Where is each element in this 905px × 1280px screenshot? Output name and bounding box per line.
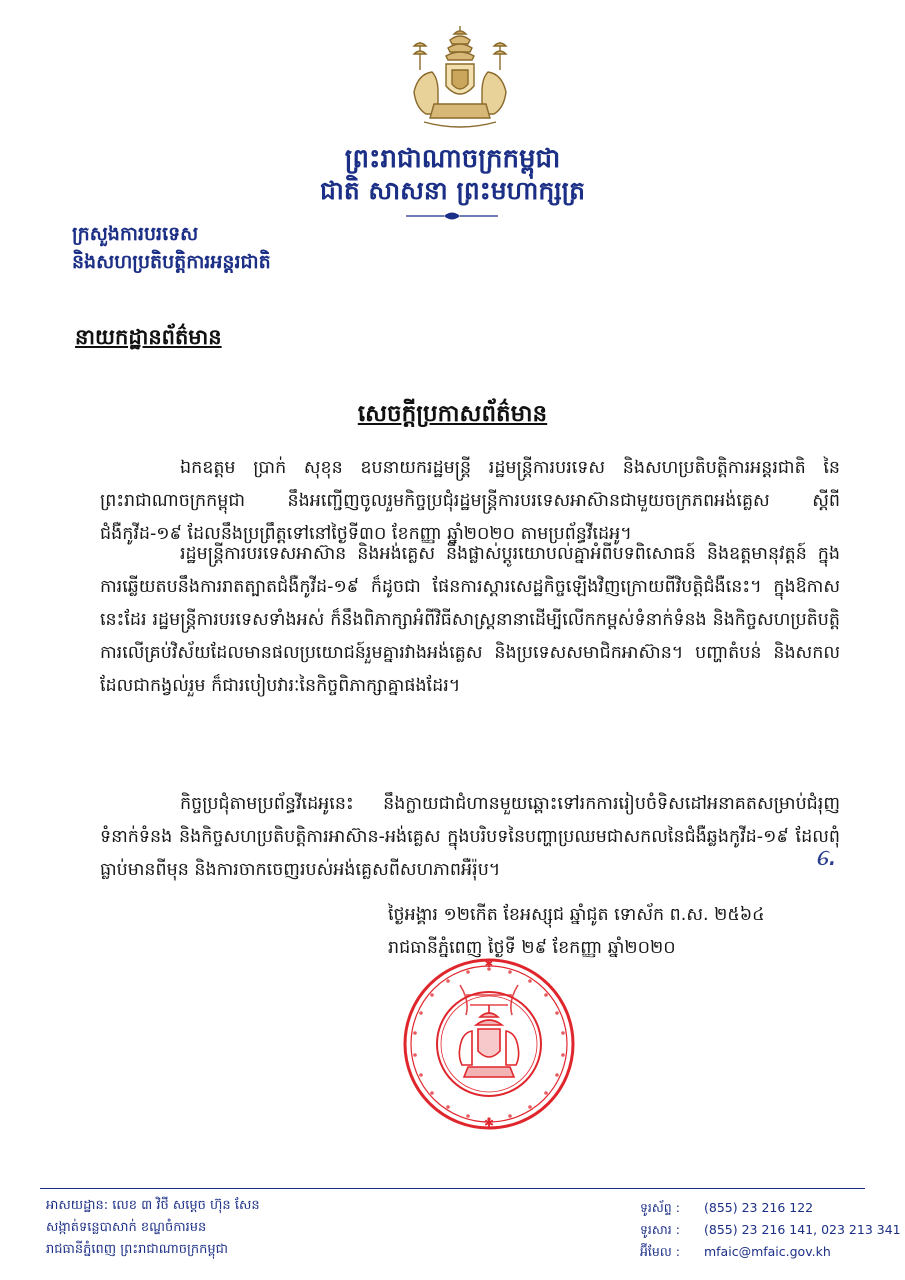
- footer-divider: [40, 1188, 865, 1189]
- paragraph-2: រដ្ឋមន្ត្រីការបរទេសអាស៊ាន និងអង់គ្លេស នឹងផ្លាស់ប្តូរយោបល់គ្នាអំពីបទពិសោធន៍ និងឧត្តមានុវត្តន៍ ក្នុងការឆ្លើយតបនឹងការរាតត្បាតជំងឺកូវីដ-១៩ ក៏ដូចជា ផែនការស្តារសេដ្ឋកិច្ចឡើងវិញក្រោយពីវិបត្តិជំងឺនេះ។ ក្នុងឱកាសនេះដែរ រដ្ឋមន្ត្រីការបរទេសទាំងអស់ ក៏នឹងពិភាក្សាអំពីវិធីសាស្ត្រនានាដើម្បីលើកកម្ពស់ទំនាក់ទំនង និងកិច្ចសហប្រតិបត្តិការលើគ្រប់វិស័យដែលមានផលប្រយោជន៍រួមគ្នារវាងអង់គ្លេស និងប្រទេសសមាជិកអាស៊ាន។ បញ្ហាតំបន់ និងសកល ដែលជាកង្វល់រួម ក៏ជារបៀបវារៈនៃកិច្ចពិភាក្សាគ្នាផងដែរ។: [100, 544, 840, 696]
- email-row: [640, 1241, 901, 1263]
- document-title: សេចក្តីប្រកាសព័ត៌មាន: [357, 401, 548, 427]
- ministry-name-line2: និងសហប្រតិបត្តិការអន្តរជាតិ: [72, 251, 271, 273]
- fax-label: ទូរសារ :: [640, 1222, 680, 1237]
- svg-text:✱: ✱: [484, 959, 494, 970]
- fax-number: (855) 23 216 141, 023 213 341: [703, 1222, 901, 1237]
- issue-date: រាជធានីភ្នំពេញ ថ្ងៃទី ២៩ ខែកញ្ញា ឆ្នាំ២០២០: [388, 938, 676, 958]
- address-line: សង្កាត់ទន្លេបាសាក់ ខណ្ឌចំការមន: [46, 1220, 207, 1235]
- department-name: នាយកដ្ឋានព័ត៌មាន: [75, 325, 222, 349]
- email-label: អ៊ីមែល :: [640, 1244, 680, 1259]
- email-link[interactable]: mfaic@mfaic.gov.kh: [703, 1244, 831, 1259]
- royal-emblem-icon: [404, 22, 516, 132]
- paragraph-3: កិច្ចប្រជុំតាមប្រព័ន្ធវីដេអូនេះ នឹងក្លាយជាជំហានមួយឆ្ពោះទៅរកការរៀបចំទិសដៅអនាគតសម្រាប់ជំរុញទំនាក់ទំនង និងកិច្ចសហប្រតិបត្តិការអាស៊ាន-អង់គ្លេស ក្នុងបរិបទនៃបញ្ហាប្រឈមជាសកលនៃជំងឺឆ្លងកូវីដ-១៩ ដែលពុំធ្លាប់មានពីមុន និងការចាកចេញរបស់អង់គ្លេសពីសហភាពអឺរ៉ុប។: [100, 794, 840, 880]
- lunar-date: ថ្ងៃអង្គារ ១២កើត ខែអស្សុជ ឆ្នាំជូត ទោស័ក ព.ស. ២៥៦៤: [388, 905, 765, 925]
- fax-row: [640, 1219, 901, 1241]
- official-seal-icon: [400, 955, 578, 1133]
- footer-address: [46, 1195, 260, 1261]
- svg-text:✱: ✱: [483, 1116, 495, 1130]
- divider-ornament-icon: [404, 210, 500, 222]
- phone-label: ទូរស័ព្ទ :: [640, 1200, 680, 1215]
- ministry-name: ក្រសួងការបរទេស: [72, 223, 199, 245]
- address-line: អាសយដ្ឋាន: លេខ ៣ វិថី សម្តេច ហ៊ុន សែន: [46, 1198, 260, 1213]
- phone-row: [640, 1197, 901, 1219]
- handwritten-initial: ᧈ.: [815, 838, 838, 873]
- national-motto: ជាតិ សាសនា ព្រះមហាក្សត្រ: [320, 176, 585, 205]
- paragraph-1: ឯកឧត្តម ប្រាក់ សុខុន ឧបនាយករដ្ឋមន្ត្រី រដ្ឋមន្ត្រីការបរទេស និងសហប្រតិបត្តិការអន្តរជាតិ នៃព្រះរាជាណាចក្រកម្ពុជា នឹងអញ្ជើញចូលរួមកិច្ចប្រជុំរដ្ឋមន្ត្រីការបរទេសអាស៊ានជាមួយចក្រភពអង់គ្លេស ស្តីពីជំងឺកូវីដ-១៩ ដែលនឹងប្រព្រឹត្តទៅនៅថ្ងៃទី៣០ ខែកញ្ញា ឆ្នាំ២០២០ តាមប្រព័ន្ធវីដេអូ។: [100, 458, 840, 544]
- phone-number[interactable]: (855) 23 216 122: [703, 1200, 814, 1215]
- footer-contacts: [640, 1197, 901, 1263]
- kingdom-name: ព្រះរាជាណាចក្រកម្ពុជា: [344, 144, 561, 174]
- address-line: រាជធានីភ្នំពេញ ព្រះរាជាណាចក្រកម្ពុជា: [46, 1242, 228, 1257]
